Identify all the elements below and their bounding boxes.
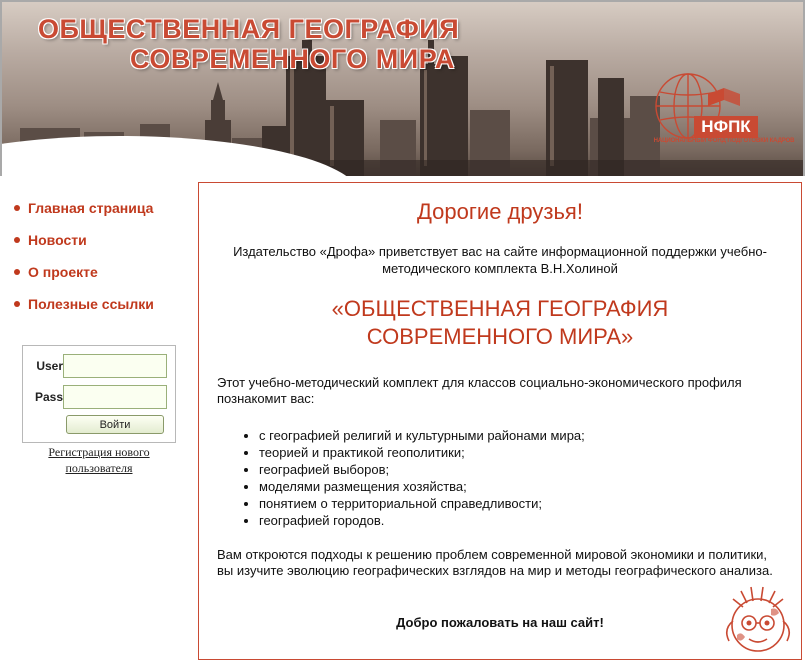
site-title-line2: СОВРЕМЕННОГО МИРА bbox=[130, 44, 455, 74]
course-title-line2: СОВРЕМЕННОГО МИРА» bbox=[366, 324, 634, 349]
welcome-text: Добро пожаловать на наш сайт! bbox=[396, 615, 604, 630]
bullet-icon bbox=[14, 269, 20, 275]
bullet-icon bbox=[14, 237, 20, 243]
bullet-icon bbox=[14, 301, 20, 307]
course-title bbox=[199, 295, 801, 351]
logo-caption: НАЦИОНАЛЬНЫЙ ФОНД ПОДГОТОВКИ КАДРОВ bbox=[653, 138, 795, 144]
list-item: • моделями размещения хозяйства; bbox=[259, 478, 585, 495]
list-item: • географией городов. bbox=[259, 512, 585, 529]
nav-item-about[interactable] bbox=[14, 260, 154, 292]
nav-item-news[interactable] bbox=[14, 228, 154, 260]
list-item: • понятием о территориальной справедливости; bbox=[259, 495, 585, 512]
intro-text: Издательство «Дрофа» приветствует вас на сайте информационной поддержки учебно-методического комплекта В.Н.Холиной bbox=[233, 244, 767, 276]
outcome-paragraph: Вам откроются подходы к решению проблем современной мировой экономики и политики, вы изучите эволюцию географических взглядов на мир и методы географического анализа. bbox=[217, 547, 773, 578]
site-title-line1: ОБЩЕСТВЕННАЯ ГЕОГРАФИЯ bbox=[38, 14, 460, 44]
nav-item-label: Полезные ссылки bbox=[28, 296, 154, 312]
login-form bbox=[22, 345, 176, 443]
user-label: User bbox=[36, 359, 63, 373]
main-content bbox=[198, 182, 802, 660]
nav-item-label: О проекте bbox=[28, 264, 98, 280]
header-banner bbox=[0, 0, 805, 176]
sidebar-nav bbox=[14, 196, 154, 324]
list-item: • географией выборов; bbox=[259, 461, 585, 478]
nav-item-links[interactable] bbox=[14, 292, 154, 324]
list-item: • теорией и практикой геополитики; bbox=[259, 444, 585, 461]
course-title-line1: «ОБЩЕСТВЕННАЯ ГЕОГРАФИЯ bbox=[331, 296, 669, 321]
topics-list bbox=[235, 427, 585, 529]
pass-label: Pass bbox=[34, 390, 63, 404]
logo-abbreviation: НФПК bbox=[701, 117, 751, 136]
page-heading: Дорогие друзья! bbox=[417, 199, 583, 224]
list-item: • с географией религий и культурными районами мира; bbox=[259, 427, 585, 444]
nav-item-label: Новости bbox=[28, 232, 87, 248]
register-link[interactable]: Регистрация нового пользователя bbox=[48, 445, 150, 475]
nav-item-home[interactable] bbox=[14, 196, 154, 228]
pass-input[interactable] bbox=[63, 385, 167, 409]
bullet-icon bbox=[14, 205, 20, 211]
login-button[interactable]: Войти bbox=[66, 415, 164, 434]
nav-item-label: Главная страница bbox=[28, 200, 154, 216]
globe-mascot-icon bbox=[719, 581, 797, 659]
user-input[interactable] bbox=[63, 354, 167, 378]
description-paragraph: Этот учебно-методический комплект для классов социально-экономического профиля познакомит вас: bbox=[217, 375, 742, 406]
